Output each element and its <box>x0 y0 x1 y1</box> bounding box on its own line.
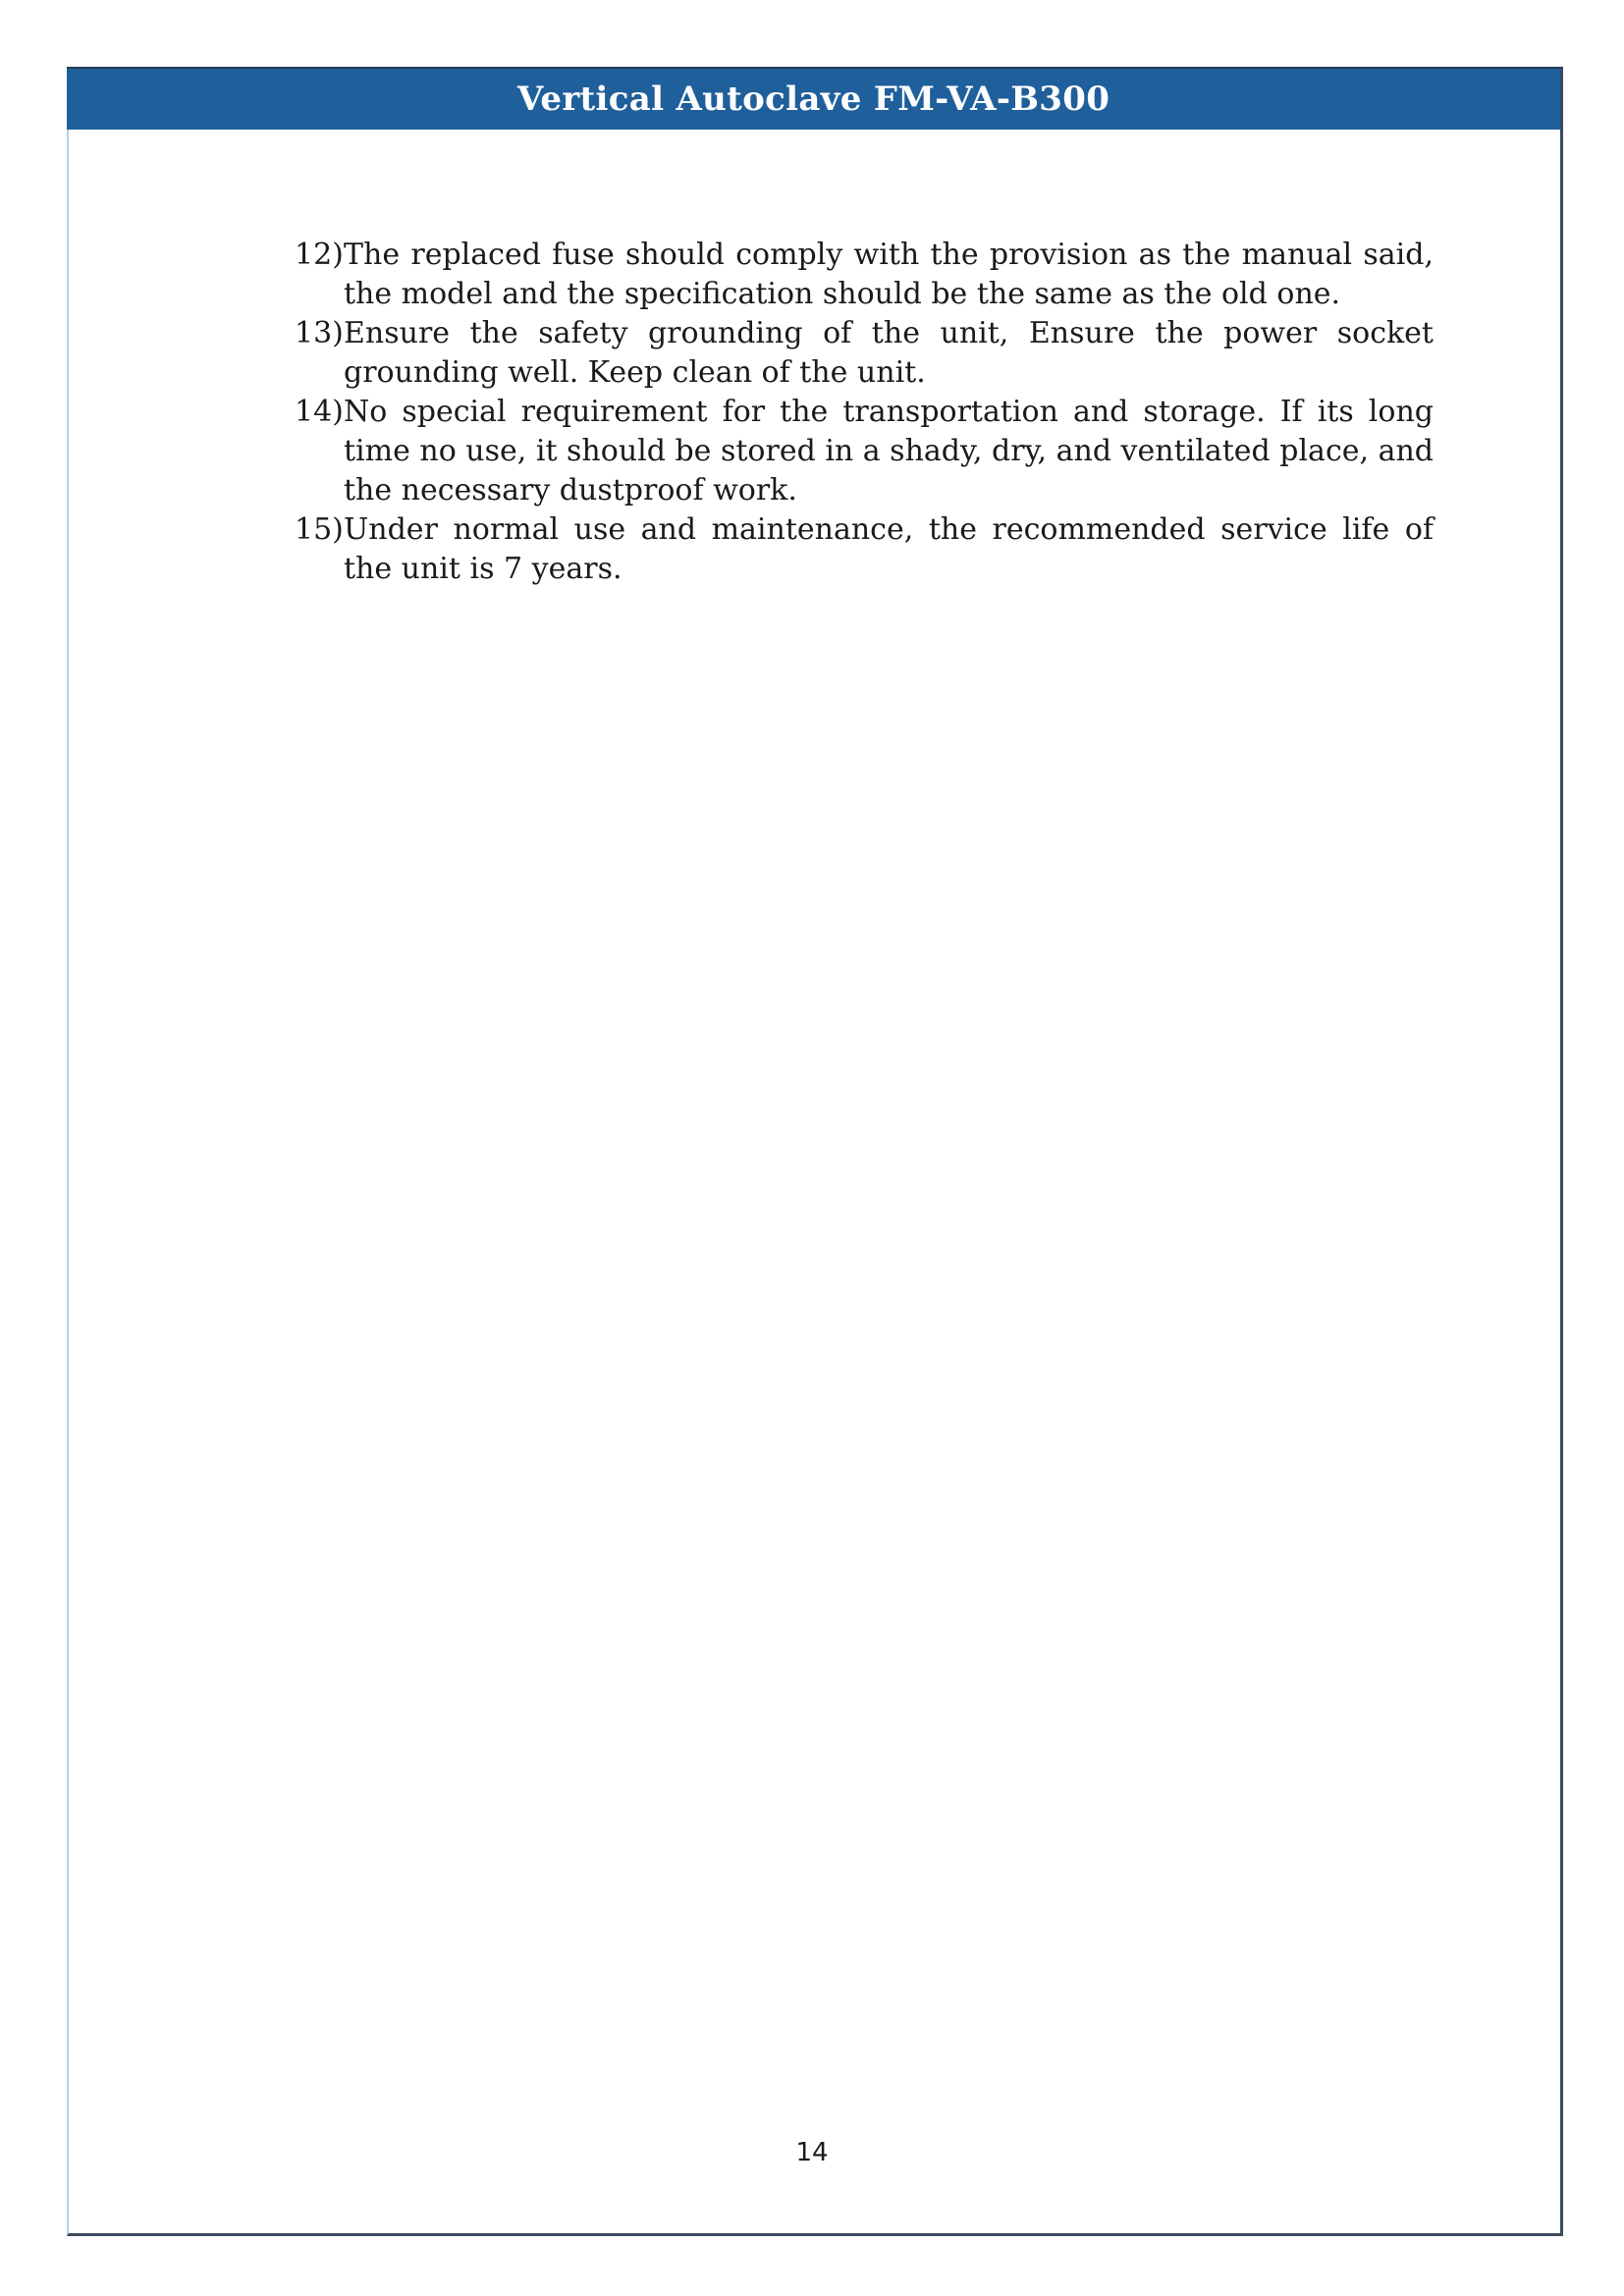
maintenance-list <box>295 236 1434 589</box>
item-text: Ensure the safety grounding of the unit, Ensure the power socket grounding well. Keep clean of the unit. <box>344 316 1434 390</box>
item-text: Under normal use and maintenance, the recommended service life of the unit is 7 years. <box>344 512 1434 586</box>
list-item <box>295 236 1434 314</box>
page-number: 14 <box>795 2138 829 2167</box>
list-item <box>295 510 1434 589</box>
item-number: 15) <box>295 512 344 547</box>
list-item <box>295 314 1434 393</box>
header-bar <box>67 67 1563 130</box>
list-item <box>295 393 1434 510</box>
item-number: 13) <box>295 316 344 350</box>
item-number: 14) <box>295 395 344 429</box>
item-text: No special requirement for the transportation and storage. If its long time no use, it should be stored in a shady, dry, and ventilated place, and the necessary dustproof work. <box>344 395 1434 507</box>
item-text: The replaced fuse should comply with the provision as the manual said, the model and the specification should be the same as the old one. <box>344 238 1434 311</box>
item-number: 12) <box>295 238 344 272</box>
document-title: Vertical Autoclave FM-VA-B300 <box>516 80 1110 119</box>
